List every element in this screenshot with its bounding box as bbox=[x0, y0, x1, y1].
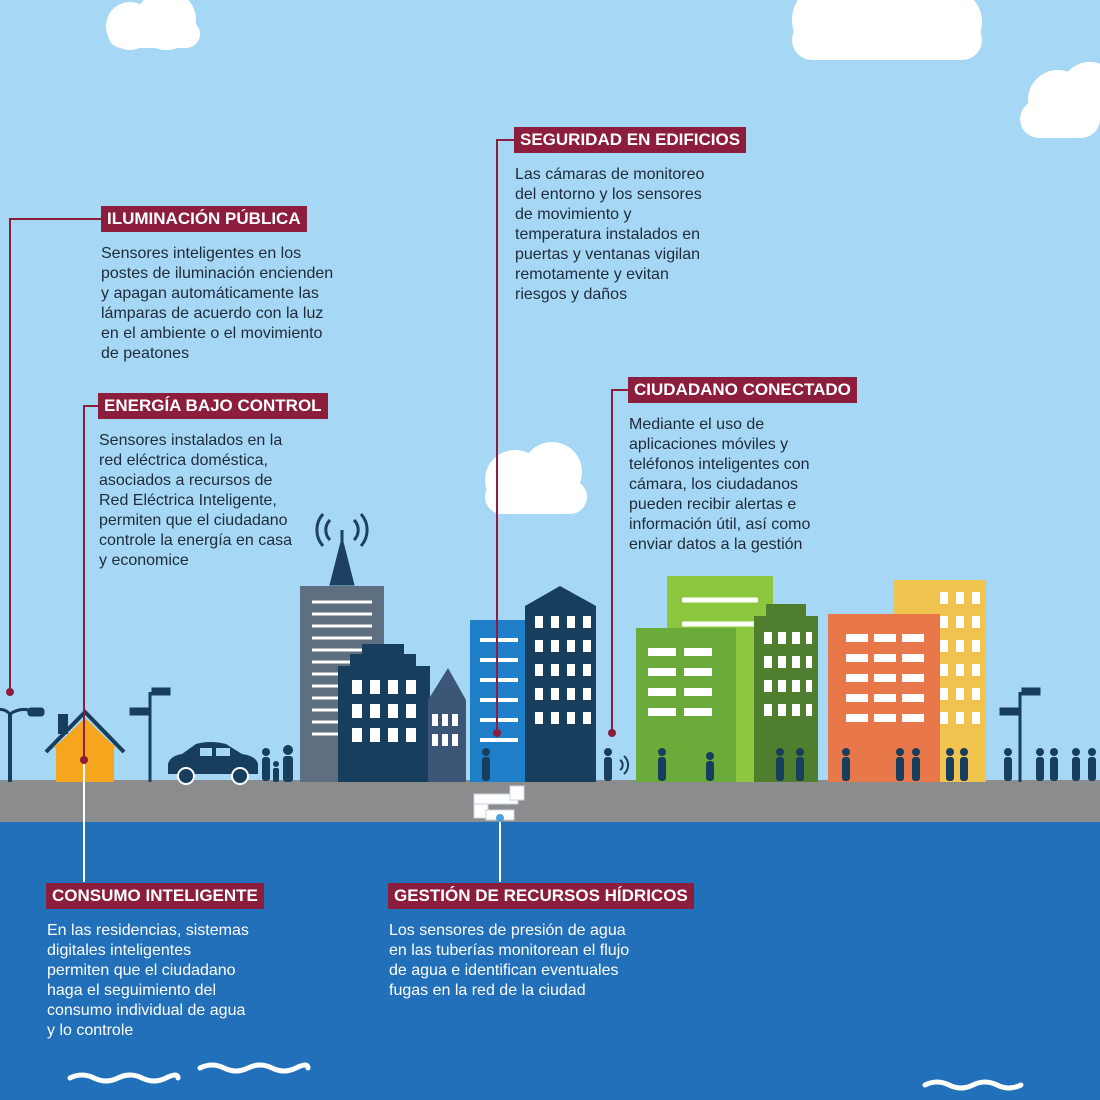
building bbox=[525, 586, 596, 782]
text-ciudadano: Mediante el uso de aplicaciones móviles y teléfonos inteligentes con cámara, los ciudadanos pueden recibir alertas e información útil, así como enviar datos a la gestión bbox=[629, 416, 811, 553]
label-energia-bajo-control: ENERGÍA BAJO CONTROL bbox=[98, 393, 328, 419]
street bbox=[0, 780, 1100, 822]
label-iluminacion-publica: ILUMINACIÓN PÚBLICA bbox=[101, 206, 307, 232]
building bbox=[754, 604, 818, 782]
water-drop-icon bbox=[496, 814, 504, 822]
cloud-icon bbox=[106, 0, 200, 50]
label-ciudadano-conectado: CIUDADANO CONECTADO bbox=[628, 377, 857, 403]
label-consumo-inteligente: CONSUMO INTELIGENTE bbox=[46, 883, 264, 909]
text-hidricos: Los sensores de presión de agua en las tuberías monitorean el flujo de agua e identifican eventuales fugas en la red de la ciudad bbox=[389, 922, 630, 999]
label-gestion-recursos-hidricos: GESTIÓN DE RECURSOS HÍDRICOS bbox=[388, 883, 694, 909]
cloud-icon bbox=[792, 0, 982, 60]
text-seguridad: Las cámaras de monitoreo del entorno y los sensores de movimiento y temperatura instalados en puertas y ventanas vigilan remotamente y evitan riesgos y daños bbox=[515, 166, 705, 303]
text-consumo: En las residencias, sistemas digitales inteligentes permiten que el ciudadano haga el seguimiento del consumo individual de agua y lo controle bbox=[47, 922, 249, 1039]
text-iluminacion: Sensores inteligentes en los postes de iluminación encienden y apagan automáticamente las lámparas de acuerdo con la luz en el ambiente o el movimiento de peatones bbox=[101, 245, 334, 362]
label-seguridad-en-edificios: SEGURIDAD EN EDIFICIOS bbox=[514, 127, 746, 153]
text-energia: Sensores instalados en la red eléctrica doméstica, asociados a recursos de Red Eléctrica Inteligente, permiten que el ciudadano controle la energía en casa y economice bbox=[99, 432, 293, 569]
